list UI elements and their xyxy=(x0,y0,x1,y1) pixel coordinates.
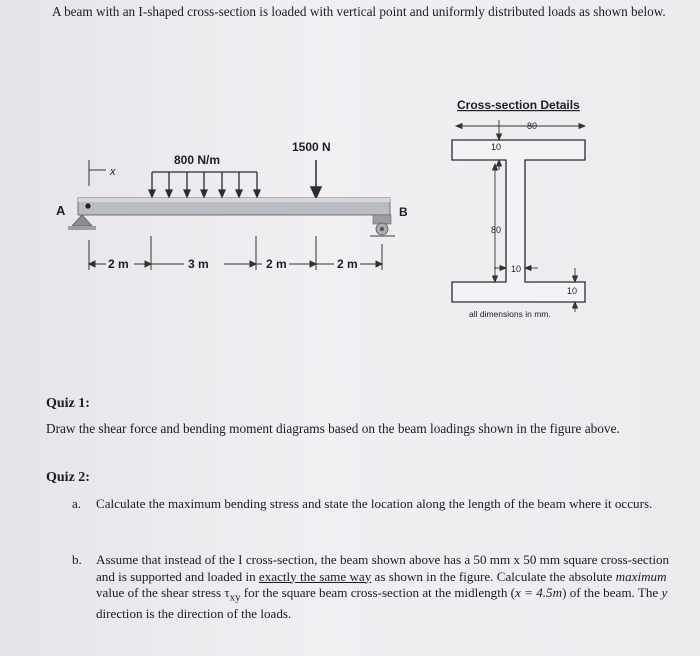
quiz2-part-b xyxy=(72,552,682,652)
cross-section-title: Cross-section Details xyxy=(457,98,580,112)
top-flange-thickness-label: 10 xyxy=(491,142,502,152)
problem-intro: A beam with an I-shaped cross-section is loaded with vertical point and uniformly distributed loads as shown below. xyxy=(52,4,666,19)
part-a-text: Calculate the maximum bending stress and state the location along the length of the beam where it occurs. xyxy=(96,496,653,511)
quiz2-title: Quiz 2: xyxy=(46,470,90,485)
quiz1-title: Quiz 1: xyxy=(46,396,90,411)
support-b-roller xyxy=(370,215,395,236)
i-section-shape xyxy=(452,140,585,302)
x-axis-label: x xyxy=(110,166,116,178)
bottom-flange-thickness-label: 10 xyxy=(567,286,578,296)
part-b-label: b. xyxy=(72,552,82,567)
udl-arrows xyxy=(149,172,260,197)
midlength-expression: x = 4.5m xyxy=(515,585,563,600)
web-height-label: 80 xyxy=(491,225,502,235)
part-a-label: a. xyxy=(72,496,82,511)
udl-label: 800 N/m xyxy=(174,153,221,167)
support-b-label: B xyxy=(399,205,408,219)
quiz1-text: Draw the shear force and bending moment diagrams based on the beam loadings shown in the figure above. xyxy=(46,421,620,436)
beam-origin-dot xyxy=(85,203,90,208)
quiz2-part-a xyxy=(72,496,682,536)
span-label-2: 3 m xyxy=(188,257,209,271)
point-load-arrow xyxy=(311,160,321,198)
dimensions-note: all dimensions in mm. xyxy=(469,309,551,319)
tau-subscript: xy xyxy=(229,591,241,604)
support-a-pin xyxy=(68,215,96,230)
span-label-1: 2 m xyxy=(108,257,129,271)
underlined-phrase: exactly the same way xyxy=(258,568,372,584)
support-a-label: A xyxy=(56,203,66,218)
flange-width-label: 80 xyxy=(527,121,538,131)
beam-highlight xyxy=(78,198,390,202)
span-label-4: 2 m xyxy=(337,257,358,271)
x-axis-marker xyxy=(89,160,106,186)
italic-maximum: maximum xyxy=(615,568,667,584)
web-thickness-label: 10 xyxy=(511,264,522,274)
span-label-3: 2 m xyxy=(266,257,287,271)
point-load-label: 1500 N xyxy=(292,140,331,154)
part-b-text: Assume that instead of the I cross-section, the beam shown above has a 50 mm x 50 mm square cross-section and is supported and loaded in exactly the same way as shown in the figure. Calculate the absolute maximum value of the shear stress $\tau_{xy}$ for the square beam cross-section at the midlength (x = 4.5m) of the beam. The y direction is the direction of the loads. xyxy=(96,552,670,622)
